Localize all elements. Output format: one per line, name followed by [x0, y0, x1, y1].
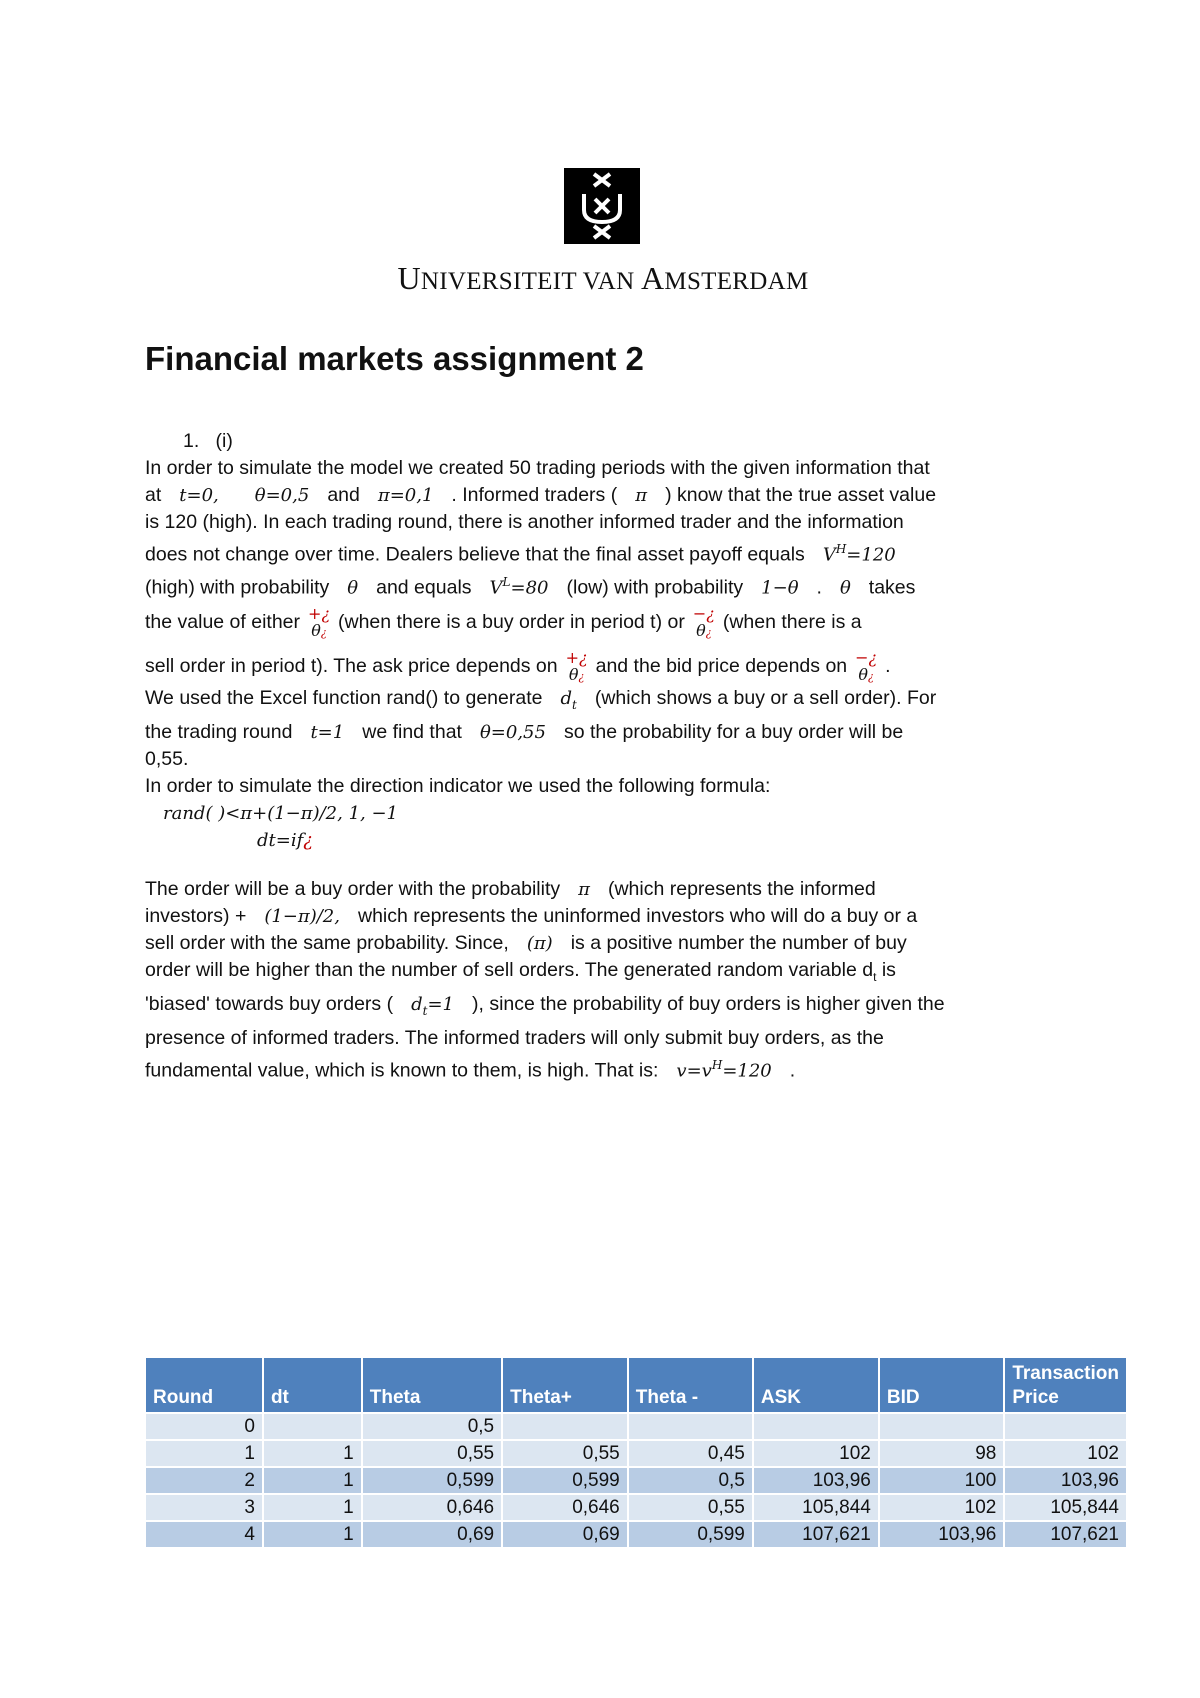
- cell-theta-plus: 0,55: [502, 1440, 628, 1467]
- theta-minus-symbol: −¿ θ¿: [692, 604, 715, 640]
- cell-theta-minus: [628, 1413, 753, 1440]
- cell-theta-plus: 0,599: [502, 1467, 628, 1494]
- paragraph-line: order will be higher than the number of sell orders. The generated random variable $d_t$ is: [145, 958, 896, 984]
- paragraph-line: In order to simulate the model we created 50 trading periods with the given information that: [145, 457, 930, 479]
- cell-round: 0: [145, 1413, 263, 1440]
- cell-dt: 1: [263, 1521, 362, 1548]
- header-theta: Theta: [362, 1357, 502, 1413]
- header-round: Round: [145, 1357, 263, 1413]
- cell-bid: 102: [879, 1494, 1005, 1521]
- paragraph-line: presence of informed traders. The informed traders will only submit buy orders, as the: [145, 1026, 884, 1049]
- header-transaction-price: Transaction Price: [1004, 1357, 1127, 1413]
- question-number: 1.: [183, 430, 200, 452]
- cell-theta: 0,646: [362, 1494, 502, 1521]
- logo-emblem-icon: [564, 168, 640, 244]
- cell-theta-plus: [502, 1413, 628, 1440]
- cell-dt: [263, 1413, 362, 1440]
- cell-round: 4: [145, 1521, 263, 1548]
- cell-theta-plus: 0,646: [502, 1494, 628, 1521]
- table-header-row: [145, 1357, 1127, 1413]
- paragraph-line: (high) with probability θ and equals $V^L=80$ (low) with probability 1−θ . θ takes: [145, 574, 916, 598]
- cell-round: 1: [145, 1440, 263, 1467]
- cell-dt: 1: [263, 1494, 362, 1521]
- paragraph-line: The order will be a buy order with the probability π (which represents the informed: [145, 877, 876, 900]
- paragraph-line: the trading round t=1 we find that θ=0,55 so the probability for a buy order will be: [145, 720, 904, 743]
- theta-minus-symbol: −¿ θ¿: [855, 648, 878, 684]
- cell-ask: 105,844: [753, 1494, 879, 1521]
- header-theta-minus: Theta -: [628, 1357, 753, 1413]
- paragraph-line: investors) + (1−π)/2, which represents the uninformed investors who will do a buy or a: [145, 904, 918, 927]
- cell-bid: 98: [879, 1440, 1005, 1467]
- cell-round: 2: [145, 1467, 263, 1494]
- cell-transaction-price: 102: [1004, 1440, 1127, 1467]
- cell-transaction-price: 103,96: [1004, 1467, 1127, 1494]
- cell-dt: 1: [263, 1467, 362, 1494]
- cell-ask: 107,621: [753, 1521, 879, 1548]
- paragraph-line: 'biased' towards buy orders ( $d_t=1$ ), since the probability of buy orders is higher given the: [145, 992, 945, 1018]
- formula-rand: rand( )<π+(1−π)/2, 1, −1: [163, 802, 399, 824]
- cell-theta: 0,599: [362, 1467, 502, 1494]
- cell-theta-minus: 0,5: [628, 1467, 753, 1494]
- cell-theta: 0,69: [362, 1521, 502, 1548]
- answer-body: [145, 428, 1065, 1084]
- paragraph-line: at t=0, θ=0,5 and π=0,1 . Informed traders ( π ) know that the true asset value: [145, 484, 937, 506]
- paragraph-line: We used the Excel function rand() to generate $d_t$ (which shows a buy or a sell order). For: [145, 687, 937, 712]
- paragraph-line: fundamental value, which is known to them, is high. That is: $v=v^H=120$ .: [145, 1057, 796, 1082]
- paragraph-line: is 120 (high). In each trading round, there is another informed trader and the information: [145, 511, 904, 533]
- cell-ask: 103,96: [753, 1467, 879, 1494]
- university-logo: [388, 150, 818, 310]
- cell-transaction-price: 105,844: [1004, 1494, 1127, 1521]
- paragraph-line: 0,55.: [145, 747, 189, 770]
- cell-ask: 102: [753, 1440, 879, 1467]
- cell-theta-minus: 0,599: [628, 1521, 753, 1548]
- cell-bid: 100: [879, 1467, 1005, 1494]
- cell-theta: 0,55: [362, 1440, 502, 1467]
- cell-theta-minus: 0,45: [628, 1440, 753, 1467]
- theta-plus-symbol: +¿ θ¿: [308, 604, 331, 640]
- cell-bid: 103,96: [879, 1521, 1005, 1548]
- cell-ask: [753, 1413, 879, 1440]
- cell-theta-plus: 0,69: [502, 1521, 628, 1548]
- paragraph-line: sell order with the same probability. Since, (π) is a positive number the number of buy: [145, 931, 907, 954]
- paragraph-line: the value of either +¿ θ¿ (when there is a buy order in period t) or −¿ θ¿ (when there is a: [145, 604, 862, 640]
- question-part: (i): [215, 430, 233, 452]
- paragraph-line: does not change over time. Dealers believe that the final asset payoff equals $V^H=120$: [145, 542, 896, 566]
- table-row: [145, 1494, 1127, 1521]
- cell-round: 3: [145, 1494, 263, 1521]
- cell-transaction-price: [1004, 1413, 1127, 1440]
- university-name: UNIVERSITEIT VAN AMSTERDAM: [397, 260, 809, 296]
- table-row: [145, 1413, 1127, 1440]
- paragraph-line: sell order in period t). The ask price depends on +¿ θ¿ and the bid price depends on −¿ θ¿ .: [145, 648, 891, 684]
- cell-theta: 0,5: [362, 1413, 502, 1440]
- cell-theta-minus: 0,55: [628, 1494, 753, 1521]
- paragraph-line: In order to simulate the direction indicator we used the following formula:: [145, 774, 771, 797]
- cell-dt: 1: [263, 1440, 362, 1467]
- cell-bid: [879, 1413, 1005, 1440]
- table-row: [145, 1440, 1127, 1467]
- simulation-table: [144, 1356, 1128, 1549]
- header-ask: ASK: [753, 1357, 879, 1413]
- header-theta-plus: Theta+: [502, 1357, 628, 1413]
- formula-dt: dt=if¿: [257, 829, 313, 851]
- document-title: Financial markets assignment 2: [145, 340, 644, 377]
- table-row: [145, 1467, 1127, 1494]
- cell-transaction-price: 107,621: [1004, 1521, 1127, 1548]
- theta-plus-symbol: +¿ θ¿: [565, 648, 588, 684]
- table-row: [145, 1521, 1127, 1548]
- header-dt: dt: [263, 1357, 362, 1413]
- header-bid: BID: [879, 1357, 1005, 1413]
